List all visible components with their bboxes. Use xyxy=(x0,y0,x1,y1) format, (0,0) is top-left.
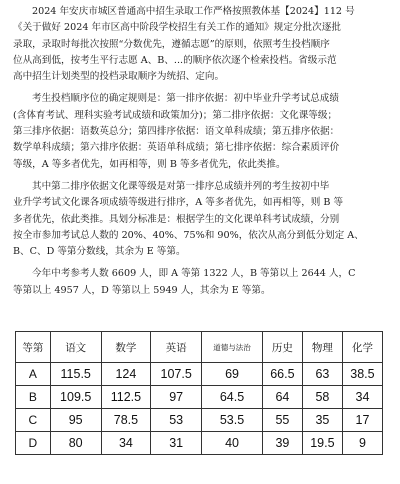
table-row xyxy=(16,432,383,455)
table-row xyxy=(16,409,383,432)
text-line: 位从高到低，按考生平行志愿 A、B、...的顺序依次逐个检索投档。省级示范 xyxy=(13,54,337,66)
table-cell: 53.5 xyxy=(202,409,263,432)
table-cell: 53 xyxy=(151,409,202,432)
text-line: 今年中考参考人数 6609 人，即 A 等第 1322 人，B 等第以上 2644 人，C xyxy=(32,268,356,280)
table-cell: 55 xyxy=(262,409,302,432)
text-line: 录取，录取时每批次按照“分数优先，遵循志愿”的原则，依照考生投档顺序 xyxy=(13,38,330,50)
text-line: 《关于做好 2024 年市区高中阶段学校招生有关工作的通知》规定分批次逐批 xyxy=(13,22,341,34)
table-cell: 64 xyxy=(262,386,302,409)
column-header-english: 英语 xyxy=(151,332,202,363)
table-cell: 64.5 xyxy=(202,386,263,409)
table-cell: D xyxy=(16,432,51,455)
grade-cutoff-table xyxy=(15,331,383,455)
paragraph-ranking-rules xyxy=(13,91,387,172)
column-header-chinese: 语文 xyxy=(50,332,101,363)
table-cell: 34 xyxy=(342,386,382,409)
table-cell: 66.5 xyxy=(262,363,302,386)
table-cell: 112.5 xyxy=(101,386,151,409)
column-header-morality-law: 道德与法治 xyxy=(202,332,263,363)
table-cell: 19.5 xyxy=(302,432,342,455)
text-line: 考生投档顺序位的确定规则是：第一排序依据：初中毕业升学考试总成绩 xyxy=(32,93,339,105)
table-row xyxy=(16,363,383,386)
text-line: 多者优先，依此类推。具划分标准是：根据学生的文化课单科考试成绩，分别 xyxy=(13,213,340,225)
table-cell: 78.5 xyxy=(101,409,151,432)
table-cell: 39 xyxy=(262,432,302,455)
table-cell: 109.5 xyxy=(50,386,101,409)
text-line: 等级，A 等多者优先，如再相等，则 B 等多者优先，依此类推。 xyxy=(13,158,286,170)
table-cell: 69 xyxy=(202,363,263,386)
table-cell: C xyxy=(16,409,51,432)
column-header-physics: 物理 xyxy=(302,332,342,363)
table-cell: 9 xyxy=(342,432,382,455)
text-line: (含体育考试、理科实验考试成绩和政策加分)；第二排序依据：文化课等级； xyxy=(13,109,338,121)
table-cell: 115.5 xyxy=(50,363,101,386)
table-cell: 31 xyxy=(151,432,202,455)
table-row xyxy=(16,386,383,409)
text-line: 高中招生计划类型的投档录取顺序为统招、定向。 xyxy=(13,71,225,83)
table-cell: 107.5 xyxy=(151,363,202,386)
text-line: 等第以上 4957 人，D 等第以上 5949 人，其余为 E 等第。 xyxy=(13,284,271,296)
text-line: 业升学考试文化课各项成绩等级进行排序，A 等多者优先，如再相等，则 B 等 xyxy=(13,197,344,209)
table-cell: 58 xyxy=(302,386,342,409)
column-header-history: 历史 xyxy=(262,332,302,363)
text-line: 按全市参加考试总人数的 20%、40%、75%和 90%，依次从高分到低分划定 A、 xyxy=(13,229,364,241)
text-line: 第三排序依据：语数英总分；第四排序依据：语文单科成绩；第五排序依据： xyxy=(13,126,340,138)
table-cell: A xyxy=(16,363,51,386)
table-cell: 80 xyxy=(50,432,101,455)
paragraph-grade-criteria xyxy=(13,179,387,260)
paragraph-admission-rules xyxy=(13,4,387,85)
table-cell: 124 xyxy=(101,363,151,386)
table-cell: 95 xyxy=(50,409,101,432)
table-cell: B xyxy=(16,386,51,409)
table-cell: 63 xyxy=(302,363,342,386)
table-cell: 40 xyxy=(202,432,263,455)
text-line: B、C、D 等第分数线，其余为 E 等第。 xyxy=(13,246,186,258)
paragraph-candidate-counts xyxy=(13,266,387,299)
text-line: 数学单科成绩；第六排序依据：英语单科成绩；第七排序依据：综合素质评价 xyxy=(13,142,340,154)
column-header-math: 数学 xyxy=(101,332,151,363)
column-header-chemistry: 化学 xyxy=(342,332,382,363)
table-cell: 17 xyxy=(342,409,382,432)
table-cell: 38.5 xyxy=(342,363,382,386)
table-cell: 34 xyxy=(101,432,151,455)
table-header-row xyxy=(16,332,383,363)
table-cell: 97 xyxy=(151,386,202,409)
column-header-grade: 等第 xyxy=(16,332,51,363)
text-line: 2024 年安庆市城区普通高中招生录取工作严格按照教体基【2024】112 号 xyxy=(32,6,355,17)
text-line: 其中第二排序依据文化课等级是对第一排序总成绩并列的考生按初中毕 xyxy=(32,180,330,192)
table-cell: 35 xyxy=(302,409,342,432)
